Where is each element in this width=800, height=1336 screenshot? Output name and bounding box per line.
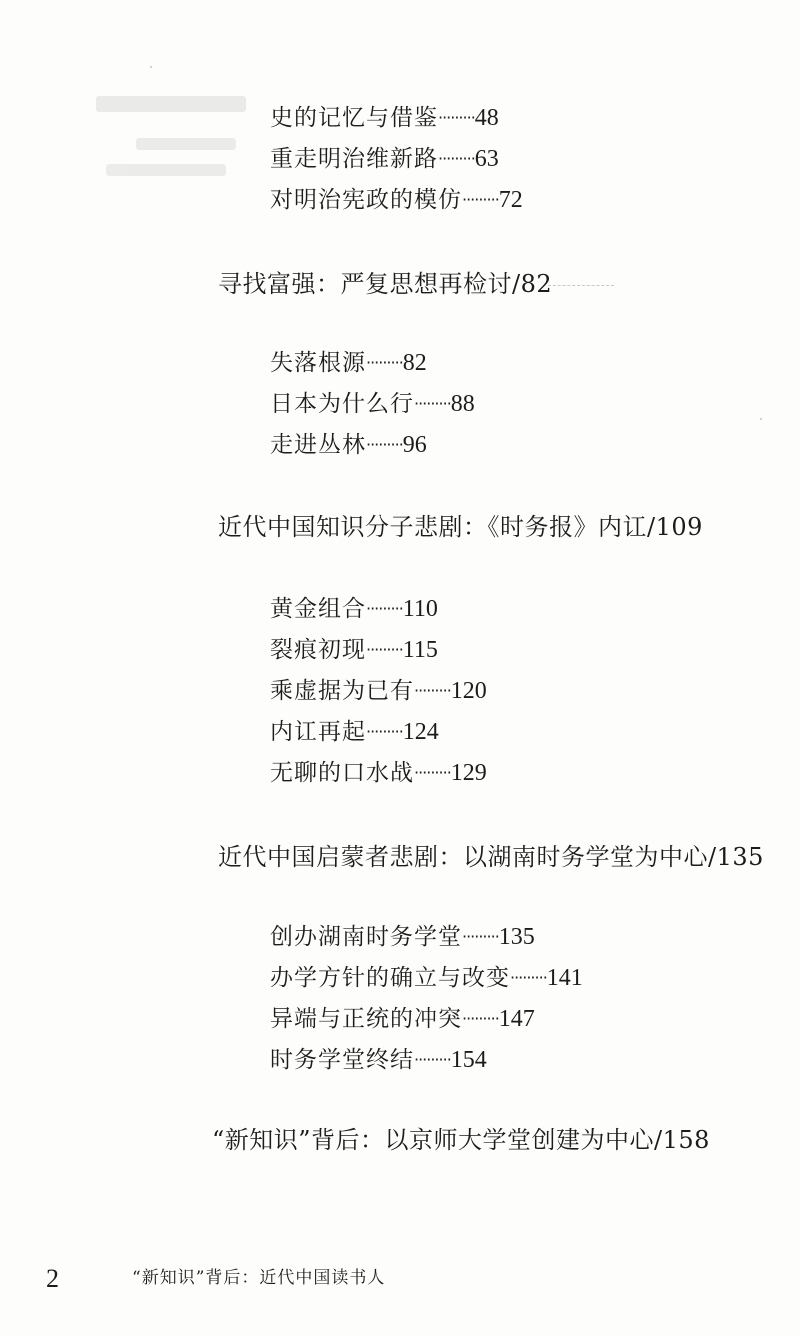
leader-dots: ········· [462,190,499,209]
page-number: 2 [46,1264,59,1293]
entry-page: 154 [450,1047,487,1073]
entry-title: 黄金组合 [270,596,366,622]
entry-page: 63 [474,146,499,172]
leader-dots: ········· [510,968,547,987]
entry-title: 裂痕初现 [270,637,366,663]
leader-dots: ········· [462,927,499,946]
entry-page: 120 [450,678,487,704]
toc-entry [270,348,427,378]
leader-dots: ········· [414,394,451,413]
toc-entry [270,922,535,952]
toc-entry [270,103,499,133]
entry-title: 重走明治维新路 [270,146,438,172]
entry-page: 72 [498,187,523,213]
running-footer-title: “新知识”背后：近代中国读书人 [132,1268,386,1288]
entry-title: 创办湖南时务学堂 [270,924,462,950]
toc-entry [270,758,487,788]
leader-dots: ········· [462,1009,499,1028]
entry-page: 135 [498,924,535,950]
leader-dots: ········· [438,108,475,127]
entry-title: 乘虚据为已有 [270,678,414,704]
entry-page: 48 [474,105,499,131]
entry-page: 88 [450,391,475,417]
entry-title: 内讧再起 [270,719,366,745]
bleed-through-text [96,96,246,186]
toc-entry [270,430,427,460]
entry-page: 96 [402,432,427,458]
entry-title: 异端与正统的冲突 [270,1006,462,1032]
leader-dots: ········· [414,681,451,700]
toc-entry [270,185,523,215]
leader-dots: ········· [414,763,451,782]
leader-dots: ········· [366,599,403,618]
entry-title: 日本为什么行 [270,391,414,417]
entry-title: 办学方针的确立与改变 [270,965,510,991]
paper-speck [760,418,762,420]
entry-page: 82 [402,350,427,376]
entry-page: 141 [546,965,583,991]
entry-title: 无聊的口水战 [270,760,414,786]
toc-section-heading: “新知识”背后：以京师大学堂创建为中心/158 [212,1126,710,1154]
leader-dots: ········· [366,353,403,372]
paper-speck [150,66,152,68]
toc-entry [270,144,499,174]
entry-title: 对明治宪政的模仿 [270,187,462,213]
entry-page: 147 [498,1006,535,1032]
toc-entry [270,963,583,993]
toc-entry [270,1045,487,1075]
leader-dots: ········· [414,1050,451,1069]
entry-page: 115 [402,637,438,663]
leader-dots: ········· [366,640,403,659]
toc-section-heading: 近代中国知识分子悲剧：《时务报》内讧/109 [218,513,703,541]
toc-entry [270,676,487,706]
entry-page: 110 [402,596,438,622]
toc-entry [270,389,475,419]
leader-dots: ········· [366,435,403,454]
toc-entry [270,594,438,624]
dashed-rule [548,285,614,286]
entry-title: 时务学堂终结 [270,1047,414,1073]
leader-dots: ········· [438,149,475,168]
entry-page: 124 [402,719,439,745]
entry-page: 129 [450,760,487,786]
entry-title: 走进丛林 [270,432,366,458]
toc-entry [270,635,438,665]
leader-dots: ········· [366,722,403,741]
entry-title: 史的记忆与借鉴 [270,105,438,131]
toc-entry [270,1004,535,1034]
entry-title: 失落根源 [270,350,366,376]
toc-section-heading: 近代中国启蒙者悲剧：以湖南时务学堂为中心/135 [218,843,764,871]
toc-entry [270,717,439,747]
toc-section-heading: 寻找富强：严复思想再检讨/82 [218,270,553,298]
